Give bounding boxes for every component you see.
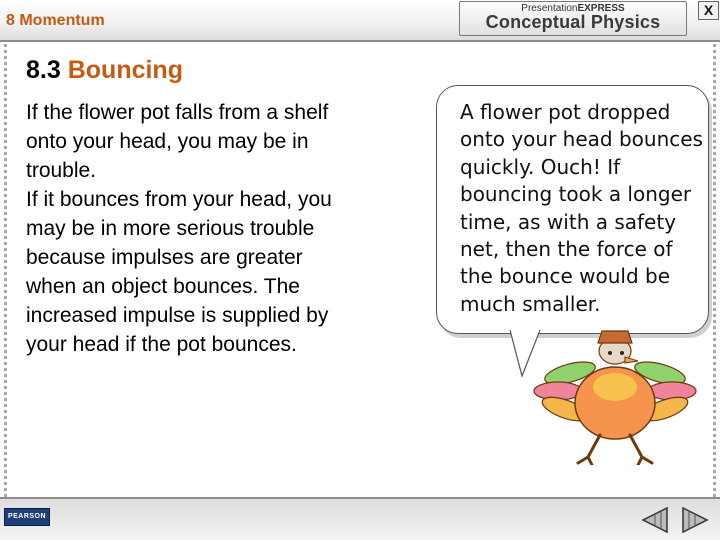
body-text: [26, 98, 356, 359]
right-dotted-border: [713, 44, 716, 497]
paragraph: If it bounces from your head, you may be in more serious trouble because impulses are greater when an object bounces. The increased impulse is supplied by your head if the pot bounces.: [26, 188, 332, 356]
brand-subtitle-bold: EXPRESS: [577, 3, 625, 14]
close-button[interactable]: X: [698, 1, 719, 20]
slide-title: [26, 56, 183, 85]
brand-logo: [459, 1, 687, 36]
previous-slide-button[interactable]: [639, 505, 671, 535]
section-number: 8.3: [26, 56, 61, 84]
brand-title: Conceptual Physics: [485, 12, 661, 32]
footer-divider: [0, 497, 720, 499]
next-slide-button[interactable]: [679, 505, 711, 535]
header-divider: [0, 40, 720, 42]
previous-slide-icon: [643, 508, 667, 532]
left-dotted-border: [4, 44, 7, 497]
next-slide-icon: [683, 508, 707, 532]
footer-bar: [0, 497, 720, 540]
chicken-illustration-icon: [530, 325, 700, 465]
section-name: Bouncing: [67, 56, 183, 84]
paragraph: If the flower pot falls from a shelf onto your head, you may be in trouble.: [26, 101, 329, 182]
brand-subtitle-plain: Presentation: [521, 3, 578, 14]
chapter-title: 8 Momentum: [6, 12, 105, 29]
bubble-text: A flower pot dropped onto your head bounces quickly. Ouch! If bouncing took a longer time, as with a safety net, then the force of the bounce would be much smaller.: [460, 100, 703, 316]
pearson-logo: PEARSON: [4, 508, 50, 526]
